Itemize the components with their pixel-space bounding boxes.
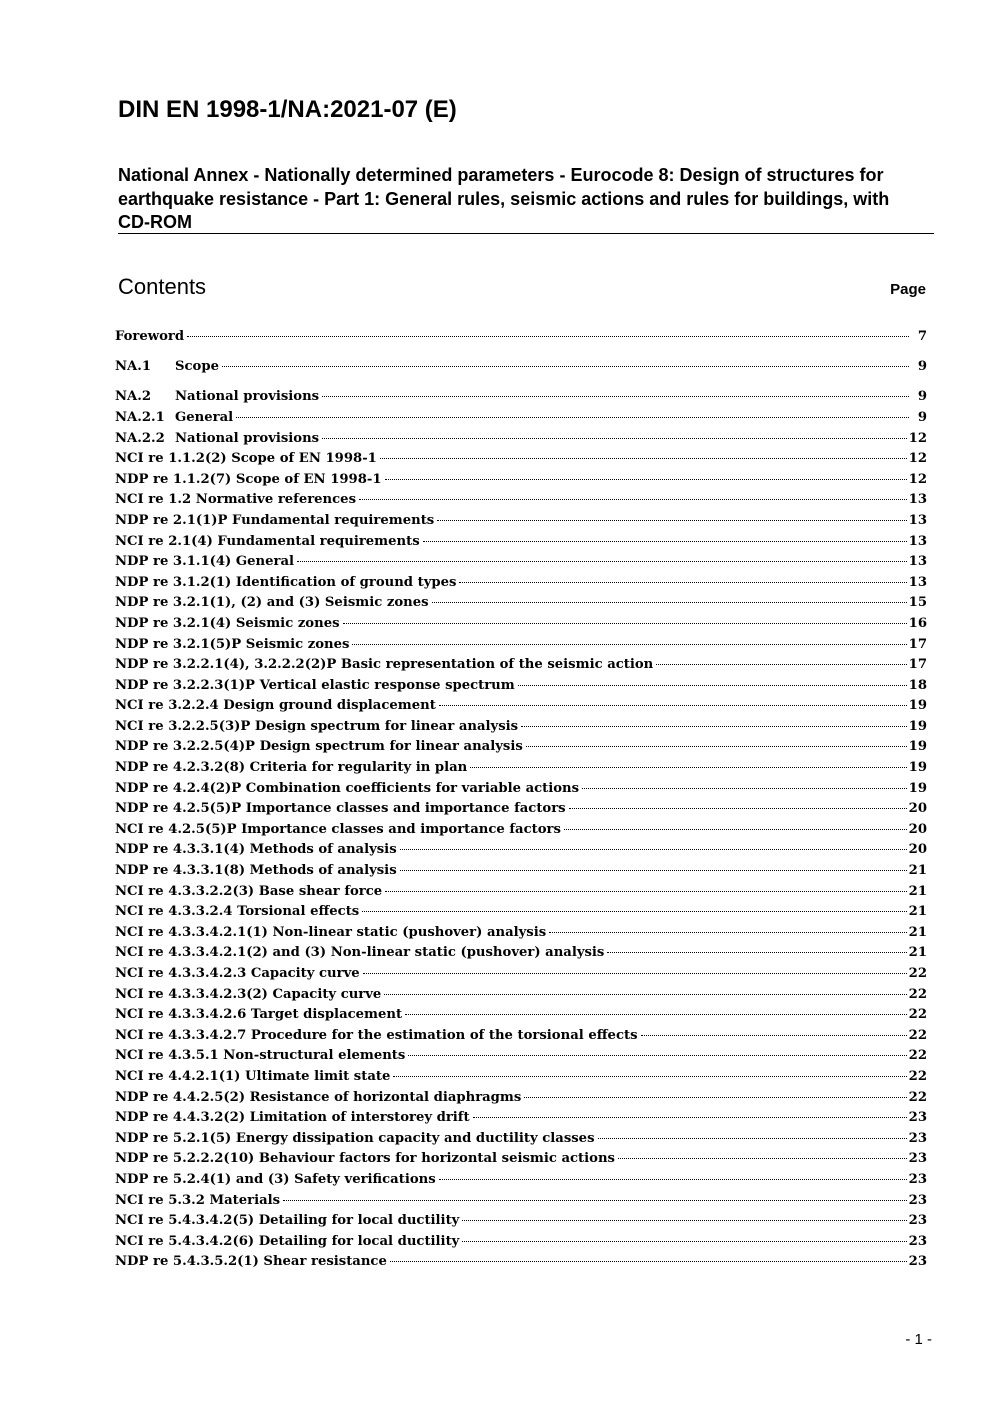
toc-entry-title: Scope xyxy=(175,359,219,375)
toc-entry[interactable] xyxy=(115,511,927,532)
toc-dot-leader xyxy=(343,623,907,624)
toc-entry-title: NDP re 5.2.1(5) Energy dissipation capacity and ductility classes xyxy=(115,1130,595,1146)
toc-entry[interactable] xyxy=(115,1232,927,1253)
toc-entry-title: NDP re 4.3.3.1(8) Methods of analysis xyxy=(115,863,397,879)
toc-entry[interactable] xyxy=(115,923,927,944)
toc-entry-title: NCI re 5.4.3.4.2(5) Detailing for local ductility xyxy=(115,1213,460,1229)
toc-entry[interactable] xyxy=(115,532,927,553)
toc-entry-title: NCI re 4.3.3.4.2.6 Target displacement xyxy=(115,1007,403,1023)
toc-entry-page: 23 xyxy=(908,1213,927,1229)
toc-entry-number: NA.2.2 xyxy=(115,430,165,446)
toc-entry-title: NCI re 5.4.3.4.2(6) Detailing for local ductility xyxy=(115,1233,460,1249)
toc-dot-leader xyxy=(462,1241,906,1242)
toc-entry-page: 7 xyxy=(917,329,927,344)
toc-entry-title: NCI re 4.3.3.4.2.3 Capacity curve xyxy=(115,966,360,981)
toc-entry-title: NDP re 3.1.1(4) General xyxy=(115,554,295,570)
toc-entry-page: 13 xyxy=(908,533,927,549)
toc-dot-leader xyxy=(618,1158,907,1159)
toc-entry-page: 21 xyxy=(908,904,927,920)
toc-entry[interactable] xyxy=(115,470,927,491)
toc-dot-leader xyxy=(384,994,906,995)
toc-dot-leader xyxy=(564,829,907,830)
toc-dot-leader xyxy=(352,644,906,645)
toc-entry[interactable] xyxy=(115,387,927,408)
toc-dot-leader xyxy=(582,788,907,789)
toc-entry-title: NDP re 2.1(1)P Fundamental requirements xyxy=(115,512,435,528)
toc-entry-page: 23 xyxy=(908,1171,927,1187)
toc-entry-title: NDP re 1.1.2(7) Scope of EN 1998-1 xyxy=(115,471,382,487)
toc-entry[interactable] xyxy=(115,902,927,923)
toc-entry-page: 23 xyxy=(908,1192,927,1208)
toc-dot-leader xyxy=(549,932,906,933)
toc-entry[interactable] xyxy=(115,1088,927,1109)
toc-entry-page: 21 xyxy=(908,924,927,940)
toc-entry-title: NDP re 5.2.4(1) and (3) Safety verifications xyxy=(115,1171,436,1187)
toc-entry-title: NDP re 3.2.1(5)P Seismic zones xyxy=(115,636,350,652)
toc-entry-title: NDP re 3.2.2.3(1)P Vertical elastic response spectrum xyxy=(115,677,515,693)
toc-entry-page: 9 xyxy=(917,409,927,425)
toc-entry-page: 21 xyxy=(908,883,927,899)
toc-entry-page: 22 xyxy=(908,1048,927,1064)
toc-entry-page: 13 xyxy=(908,492,927,508)
toc-dot-leader xyxy=(187,336,909,337)
toc-dot-leader xyxy=(524,1097,906,1098)
toc-entry-page: 12 xyxy=(908,471,927,487)
toc-dot-leader xyxy=(408,1055,906,1056)
toc-entry-title: NDP re 4.2.4(2)P Combination coefficients for variable actions xyxy=(115,780,580,796)
toc-entry-page: 23 xyxy=(908,1110,927,1126)
toc-dot-leader xyxy=(359,499,907,500)
toc-entry-page: 22 xyxy=(908,966,927,981)
toc-entry[interactable] xyxy=(115,1005,927,1026)
toc-dot-leader xyxy=(641,1035,907,1036)
toc-entry-number: NA.2 xyxy=(115,389,152,405)
document-subtitle: National Annex - Nationally determined parameters - Eurocode 8: Design of structures for earthquake resistance - Part 1: General rules, seismic actions and rules for buildings, with CD-ROM xyxy=(118,165,890,232)
toc-dot-leader xyxy=(363,973,907,974)
toc-dot-leader xyxy=(437,520,906,521)
toc-entry-page: 22 xyxy=(908,1027,927,1043)
toc-entry[interactable] xyxy=(115,964,927,985)
toc-entry-title: NCI re 4.3.3.4.2.1(1) Non-linear static (pushover) analysis xyxy=(115,924,547,940)
toc-entry-number: NA.1 xyxy=(115,359,152,375)
toc-entry[interactable] xyxy=(115,552,927,573)
toc-entry[interactable] xyxy=(115,779,927,800)
toc-entry-page: 9 xyxy=(917,389,927,405)
contents-heading: Contents xyxy=(118,274,207,299)
toc-entry-page: 19 xyxy=(908,780,927,796)
toc-entry[interactable] xyxy=(115,1129,927,1150)
toc-entry-title: NCI re 4.4.2.1(1) Ultimate limit state xyxy=(115,1068,391,1084)
toc-entry-title: NDP re 4.4.3.2(2) Limitation of interstorey drift xyxy=(115,1110,470,1126)
toc-dot-leader xyxy=(283,1200,907,1201)
toc-entry[interactable] xyxy=(115,1108,927,1129)
toc-entry[interactable] xyxy=(115,1191,927,1212)
toc-entry[interactable] xyxy=(115,1252,927,1273)
toc-entry-page: 19 xyxy=(908,760,927,776)
toc-entry[interactable] xyxy=(115,799,927,820)
toc-entry-page: 17 xyxy=(908,657,927,673)
toc-entry-page: 12 xyxy=(908,430,927,446)
toc-dot-leader xyxy=(236,417,909,418)
toc-entry[interactable] xyxy=(115,655,927,676)
toc-dot-leader xyxy=(400,849,907,850)
title-divider xyxy=(118,233,934,234)
toc-entry[interactable] xyxy=(115,635,927,656)
toc-entry[interactable] xyxy=(115,758,927,779)
toc-entry-title: NDP re 4.2.5(5)P Importance classes and importance factors xyxy=(115,801,566,817)
toc-entry-title: Foreword xyxy=(115,329,185,344)
toc-dot-leader xyxy=(439,705,907,706)
toc-entry-title: NDP re 4.4.2.5(2) Resistance of horizontal diaphragms xyxy=(115,1089,522,1105)
toc-entry-title: National provisions xyxy=(175,430,320,446)
toc-entry[interactable] xyxy=(115,614,927,635)
toc-entry[interactable] xyxy=(115,696,927,717)
toc-entry-title: NCI re 3.2.2.5(3)P Design spectrum for linear analysis xyxy=(115,718,519,734)
toc-entry[interactable] xyxy=(115,429,927,450)
toc-entry[interactable] xyxy=(115,449,927,470)
toc-entry-page: 13 xyxy=(908,512,927,528)
toc-dot-leader xyxy=(222,366,909,367)
toc-entry[interactable] xyxy=(115,985,927,1006)
toc-entry-page: 15 xyxy=(908,595,927,611)
toc-entry[interactable] xyxy=(115,1149,927,1170)
toc-dot-leader xyxy=(473,1117,907,1118)
toc-entry-title: NCI re 1.1.2(2) Scope of EN 1998-1 xyxy=(115,451,377,467)
toc-entry-title: General xyxy=(175,409,234,425)
toc-entry-page: 9 xyxy=(917,359,927,375)
toc-entry-page: 19 xyxy=(908,718,927,734)
toc-entry-page: 21 xyxy=(908,863,927,879)
toc-entry-title: NCI re 4.3.3.2.4 Torsional effects xyxy=(115,904,360,920)
toc-entry-title: NDP re 5.2.2.2(10) Behaviour factors for horizontal seismic actions xyxy=(115,1151,615,1167)
document-id: DIN EN 1998-1/NA:2021-07 (E) xyxy=(118,96,457,123)
toc-entry-title: NCI re 4.3.3.2.2(3) Base shear force xyxy=(115,883,383,899)
toc-entry[interactable] xyxy=(115,408,927,429)
toc-dot-leader xyxy=(521,726,907,727)
toc-entry-page: 21 xyxy=(908,945,927,961)
toc-dot-leader xyxy=(390,1261,907,1262)
toc-dot-leader xyxy=(569,808,907,809)
toc-entry[interactable] xyxy=(115,357,927,378)
toc-entry[interactable] xyxy=(115,1026,927,1047)
toc-entry-page: 19 xyxy=(908,739,927,755)
toc-entry-title: NCI re 4.3.5.1 Non-structural elements xyxy=(115,1048,406,1064)
footer-page-number: - 1 - xyxy=(905,1331,932,1348)
toc-entry-page: 18 xyxy=(908,677,927,693)
toc-dot-leader xyxy=(656,664,906,665)
toc-dot-leader xyxy=(462,1220,906,1221)
toc-dot-leader xyxy=(385,479,907,480)
toc-entry[interactable] xyxy=(115,1067,927,1088)
table-of-contents xyxy=(115,327,927,1273)
toc-dot-leader xyxy=(459,582,906,583)
toc-dot-leader xyxy=(393,1076,906,1077)
toc-dot-leader xyxy=(380,458,907,459)
toc-dot-leader xyxy=(470,767,906,768)
toc-entry[interactable] xyxy=(115,327,927,348)
toc-dot-leader xyxy=(432,602,907,603)
toc-dot-leader xyxy=(297,561,907,562)
toc-entry-number: NA.2.1 xyxy=(115,409,165,425)
toc-entry[interactable] xyxy=(115,820,927,841)
toc-dot-leader xyxy=(405,1014,907,1015)
toc-entry[interactable] xyxy=(115,717,927,738)
toc-entry-page: 22 xyxy=(908,1007,927,1023)
toc-entry-page: 12 xyxy=(908,451,927,467)
toc-entry[interactable] xyxy=(115,490,927,511)
toc-dot-leader xyxy=(607,952,906,953)
toc-entry-title: NDP re 5.4.3.5.2(1) Shear resistance xyxy=(115,1254,387,1270)
toc-entry[interactable] xyxy=(115,1046,927,1067)
toc-entry[interactable] xyxy=(115,840,927,861)
toc-entry-page: 19 xyxy=(908,698,927,714)
toc-entry-title: National provisions xyxy=(175,389,320,405)
toc-entry-page: 16 xyxy=(908,615,927,631)
toc-dot-leader xyxy=(400,870,907,871)
toc-entry-title: NDP re 3.1.2(1) Identification of ground types xyxy=(115,574,457,590)
toc-entry-title: NDP re 4.2.3.2(8) Criteria for regularity in plan xyxy=(115,760,468,776)
toc-entry[interactable] xyxy=(115,882,927,903)
toc-entry-page: 23 xyxy=(908,1130,927,1146)
toc-entry-page: 22 xyxy=(908,986,927,1002)
toc-entry-page: 20 xyxy=(908,821,927,837)
toc-entry-page: 20 xyxy=(908,801,927,817)
page-column-label: Page xyxy=(890,281,926,298)
toc-entry-title: NDP re 3.2.1(4) Seismic zones xyxy=(115,615,340,631)
toc-entry[interactable] xyxy=(115,593,927,614)
toc-entry-page: 13 xyxy=(908,574,927,590)
toc-entry[interactable] xyxy=(115,1211,927,1232)
toc-entry[interactable] xyxy=(115,1170,927,1191)
toc-entry-title: NCI re 2.1(4) Fundamental requirements xyxy=(115,533,420,549)
toc-dot-leader xyxy=(526,746,907,747)
toc-entry[interactable] xyxy=(115,861,927,882)
toc-entry-title: NDP re 3.2.2.5(4)P Design spectrum for linear analysis xyxy=(115,739,523,755)
toc-entry-title: NCI re 4.2.5(5)P Importance classes and importance factors xyxy=(115,821,561,837)
toc-entry-page: 20 xyxy=(908,842,927,858)
toc-entry-page: 22 xyxy=(908,1089,927,1105)
toc-entry-title: NCI re 4.3.3.4.2.1(2) and (3) Non-linear static (pushover) analysis xyxy=(115,945,605,961)
toc-dot-leader xyxy=(385,891,906,892)
toc-dot-leader xyxy=(598,1138,907,1139)
toc-entry[interactable] xyxy=(115,943,927,964)
toc-entry-title: NCI re 4.3.3.4.2.7 Procedure for the estimation of the torsional effects xyxy=(115,1027,638,1043)
toc-entry-page: 22 xyxy=(908,1068,927,1084)
toc-entry[interactable] xyxy=(115,676,927,697)
toc-entry-title: NDP re 4.3.3.1(4) Methods of analysis xyxy=(115,842,397,858)
toc-dot-leader xyxy=(322,396,909,397)
toc-dot-leader xyxy=(362,911,906,912)
toc-entry-title: NDP re 3.2.1(1), (2) and (3) Seismic zones xyxy=(115,595,429,611)
toc-dot-leader xyxy=(423,541,907,542)
toc-entry[interactable] xyxy=(115,737,927,758)
toc-dot-leader xyxy=(322,438,907,439)
toc-entry-page: 23 xyxy=(908,1151,927,1167)
toc-entry-title: NCI re 3.2.2.4 Design ground displacement xyxy=(115,698,436,714)
toc-dot-leader xyxy=(518,685,907,686)
toc-entry-page: 23 xyxy=(908,1254,927,1270)
toc-entry[interactable] xyxy=(115,573,927,594)
toc-entry-title: NCI re 5.3.2 Materials xyxy=(115,1192,281,1208)
toc-entry-page: 17 xyxy=(908,636,927,652)
toc-entry-title: NCI re 4.3.3.4.2.3(2) Capacity curve xyxy=(115,986,382,1002)
toc-entry-page: 23 xyxy=(908,1233,927,1249)
toc-entry-title: NDP re 3.2.2.1(4), 3.2.2.2(2)P Basic representation of the seismic action xyxy=(115,657,654,673)
toc-entry-title: NCI re 1.2 Normative references xyxy=(115,492,356,508)
toc-dot-leader xyxy=(439,1179,907,1180)
toc-entry-page: 13 xyxy=(908,554,927,570)
